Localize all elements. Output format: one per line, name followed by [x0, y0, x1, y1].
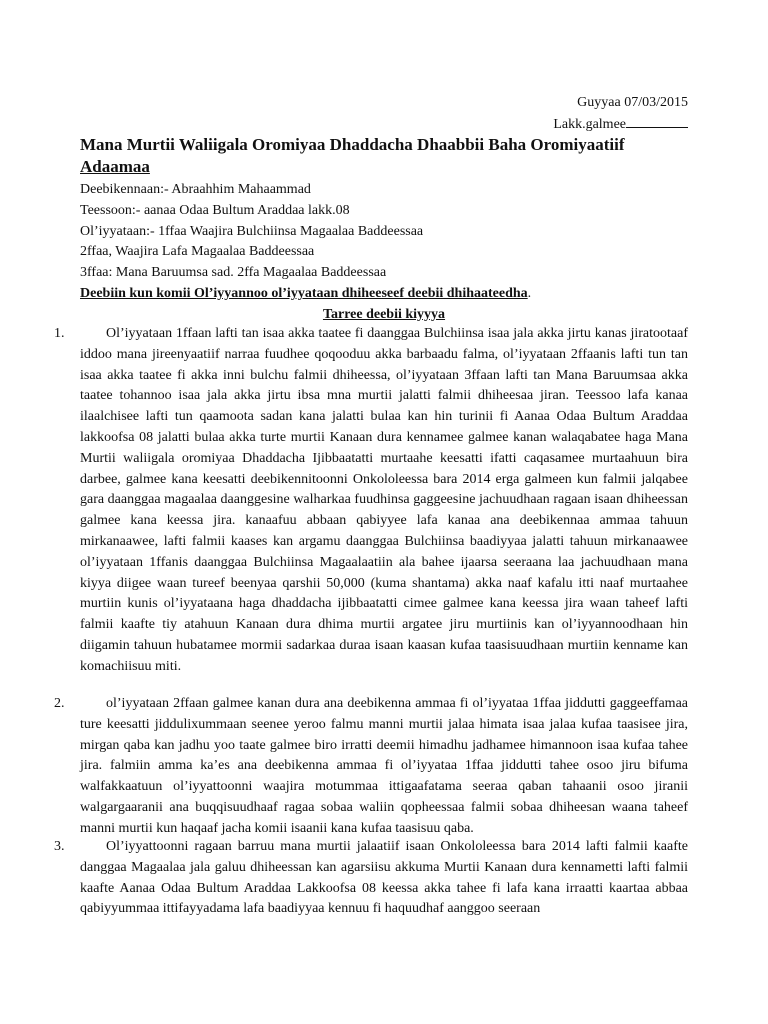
date-line: Guyyaa 07/03/2015: [577, 95, 688, 110]
subject-line: [80, 284, 700, 305]
respondent-line-2: 2ffaa, Waajira Lafa Magaalaa Baddeessaa: [80, 244, 315, 260]
item-paragraph-3: Ol’iyyattoonni ragaan barruu mana murtii jalaatiif isaan Onkololeessa bara 2014 lafti falmii kaafte danggaa Magaalaa jala galuu dhiheessan kan agarsiisu akkuma Murtii Kanaan dura kennametti lafti falmii kaafte Aanaa Odaa Bultum Araddaa Lakkoofsa 08 keessa akka tahee fi lafa kana irraatti kaartaa abbaa qabiyyummaa ittifayyadama lafa baadiyyaa kennuu fi haquudhaf aanggoo seeraan: [80, 839, 688, 917]
subject-text: Deebiin kun komii Ol’iyyannoo ol’iyyataan dhiheeseef deebii dhihaateedha: [80, 285, 528, 301]
subject-period: .: [527, 285, 532, 301]
document-title: [80, 134, 700, 178]
parties-block: [80, 180, 700, 305]
item-number-2: 2.: [54, 696, 65, 711]
item-number-3: 3.: [54, 839, 65, 854]
item-number-1: 1.: [54, 326, 65, 341]
title-line-1: Mana Murtii Waliigala Oromiyaa Dhaddacha Dhaabbii Baha Oromiyaatiif: [80, 135, 625, 154]
address-line: Teessoon:- aanaa Odaa Bultum Araddaa lakk.08: [80, 202, 350, 218]
item-paragraph-1: Ol’iyyataan 1ffaan lafti tan isaa akka taatee fi daanggaa Bulchiinsa isaa jala akka jirtu kanas jiratootaaf iddoo mana jireenyaatiif narraa fuudhee qoqooduu akka barbaadu falma, ol’iyyataan 2ffaanis lafti tun tan isaa akka taatee fi akka inni bulchu falmii dhiheessa, ol’iyyataan 3ffaan lafti tan Mana Baruumsaa akka taatee tohannoo isaa jala akka jirtu ibsa mna murtii jalatti falmii dhiheesaa jiran. Teessoo lafa kanaa ilaalchisee lafti tun qaamoota sadan kana jalatti bulaa kan hin turinii fi Aanaa Odaa Bultum Araddaa lakkoofsa 08 jalatti bulaa akka turte murtii Kanaan dura kennamee galmee kanan walaqabatee haga Mana Murtii waliigala oromiyaa Dhaddacha Ijibbaatatti murtaahe keesatti ifatti caqasamee murtaahuun bira darbee, galmee kana keesatti deebikennitoonni Onkololeessa bara 2014 erga galmeen kun falmii jalqabee gara daanggaa magaalaa daanggesine walharkaa fuudhinsa gaggeesine jachuudhaan ragaan isaan dhiheessan galmee kana keessa jira. kanaafuu abbaan qabiyyee lafa kanaa ana deebikennaa ammaa tahuun mirkanaawee, lafti falmii kaases kan argamu daanggaa Bulchiinsa baadiyyaa jalatti tahuun mirkanaawee ol’iyyataan 1ffanis daanggaa Bulchiinsa Magaalaatiin ala bahee ijaarsa seeraana laa jachuudhaan mana kiyya diigee waan tureef beenyaa qarshii 50,000 (kuma shantama) akka naaf kafalu itti naaf murtaahee murtiin kunis ol’iyyataana haga dhaddacha ijibbaatatti cimee galmee kana keessa jira waan taheef lafti falmii kaafte tiy atahuun Kanaan dura dhima murtii argatee jiru murtiinis kan ol’iyyannoodhaan hin diigamin tahuun hubatamee mormii sadarkaa duraa isaan kaasan kufaa taasisuudhaan murtiin kenname kan komachiisuu miti.: [80, 326, 688, 674]
section-heading: Tarree deebii kiyyya: [322, 307, 446, 322]
reference-number-line: [553, 114, 688, 134]
reference-number-label: Lakk.galmee: [553, 117, 626, 132]
reference-number-blank: [626, 114, 688, 128]
title-line-2: Adaamaa: [80, 157, 150, 176]
item-paragraph-2: ol’iyyataan 2ffaan galmee kanan dura ana deebikenna ammaa fi ol’iyyataa 1ffaa jiddutti gaggeeffamaa ture keesatti jiddulixummaan seenee yeroo falmu manni murtii jalaa himata isaa jalaa kufaa taasisee jira, mirgan qaba kan jadhu yoo taate galmee biro irratti deemii himadhu jadhamee himannoon isaa kufaa tahee jira. falmiin amma ka’es ana deebikenna ammaa fi ol’iyyataa 1ffaa jiddutti tahee osoo jiru bifuma walfakkaatuun ol’iyyattoonni waajira motummaa ittigaafatama seeraa qaban tahaanii osoo jiranii walgargaaranii ana buqqisuudhaaf ragaa sobaa waliin qopheessaa falmii sobaa dhiheesan waana taheef manni murtii kun haqaaf jacha komii isaanii kana kufaa taasisuu qaba.: [80, 696, 688, 836]
appellant-line: Deebikennaan:- Abraahhim Mahaammad: [80, 182, 311, 197]
respondent-line-1: Ol’iyyataan:- 1ffaa Waajira Bulchiinsa Magaalaa Baddeessaa: [80, 223, 424, 239]
respondent-line-3: 3ffaa: Mana Baruumsa sad. 2ffa Magaalaa Baddeessaa: [80, 265, 387, 281]
